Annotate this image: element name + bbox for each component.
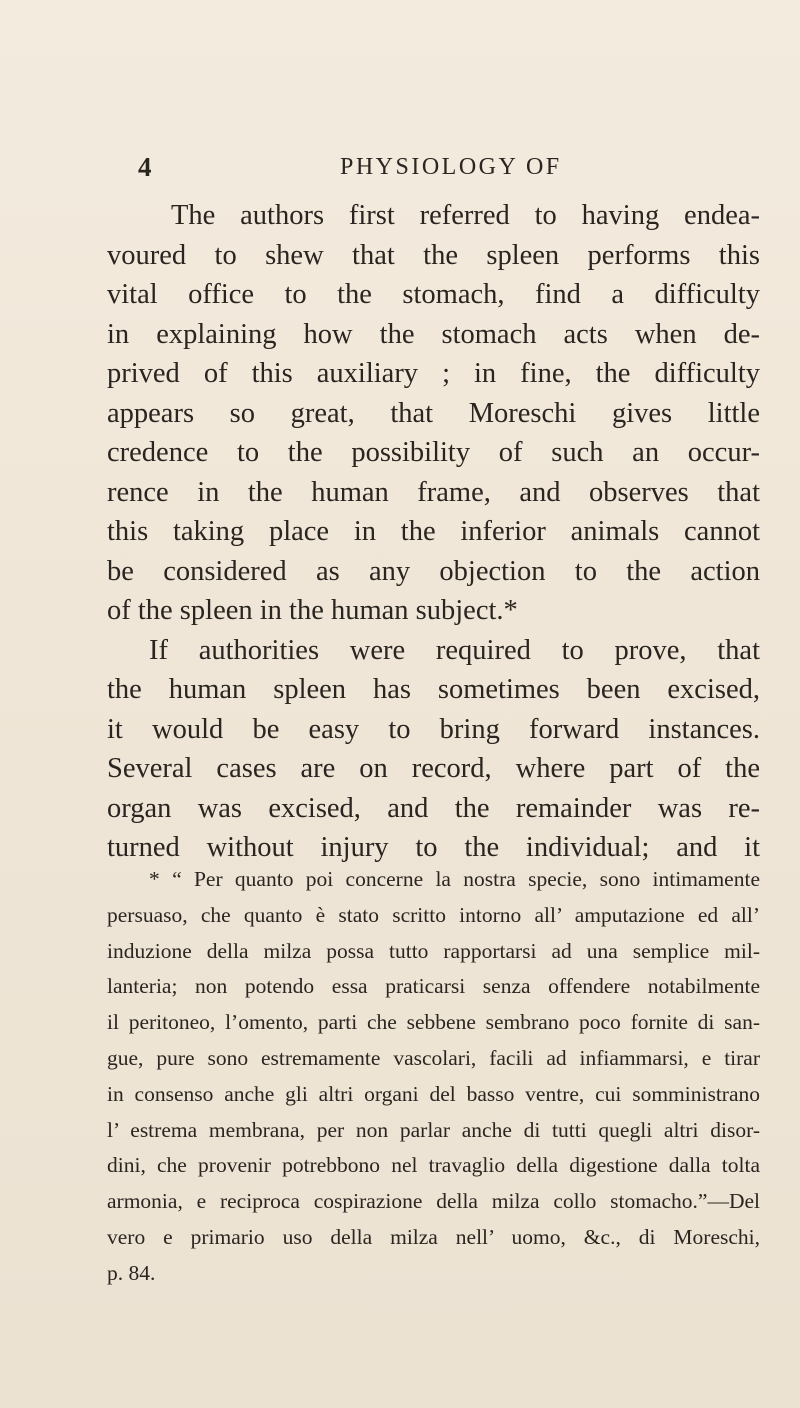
footnote-line: lanteria; non potendo essa praticarsi senza offendere notabilmente bbox=[107, 974, 760, 999]
text-line: rence in the human frame, and observes that bbox=[107, 476, 760, 508]
footnote-line: armonia, e reciproca cospirazione della milza collo stomacho.”—Del bbox=[107, 1189, 760, 1214]
text-line: it would be easy to bring forward instances. bbox=[107, 713, 760, 745]
footnote-line: gue, pure sono estremamente vascolari, facili ad infiammarsi, e tirar bbox=[107, 1045, 760, 1070]
text-line: the human spleen has sometimes been excised, bbox=[107, 674, 760, 705]
footnote-line: vero e primario uso della milza nell’ uomo, &c., di Moreschi, bbox=[107, 1224, 760, 1249]
text-line: If authorities were required to prove, that bbox=[149, 634, 760, 666]
footnote-line: induzione della milza possa tutto rapportarsi ad una semplice mil- bbox=[107, 938, 760, 963]
footnote-line: persuaso, che quanto è stato scritto intorno all’ amputazione ed all’ bbox=[107, 902, 760, 927]
text-line: be considered as any objection to the action bbox=[107, 555, 760, 587]
footnote-line: il peritoneo, l’omento, parti che sebbene sembrano poco fornite di san- bbox=[107, 1010, 760, 1035]
paragraph-1 bbox=[107, 196, 760, 631]
text-line: of the spleen in the human subject.* bbox=[107, 595, 518, 626]
footnote-line: in consenso anche gli altri organi del basso ventre, cui somministrano bbox=[107, 1081, 760, 1106]
page-header bbox=[138, 152, 760, 192]
text-line: prived of this auxiliary ; in fine, the difficulty bbox=[107, 358, 760, 389]
text-line: vital office to the stomach, find a difficulty bbox=[107, 279, 760, 310]
page-number: 4 bbox=[138, 152, 152, 182]
footnote-line: p. 84. bbox=[107, 1260, 156, 1285]
text-line: in explaining how the stomach acts when de- bbox=[107, 318, 760, 350]
footnote-line: l’ estrema membrana, per non parlar anche di tutti quegli altri disor- bbox=[107, 1117, 760, 1142]
text-line: this taking place in the inferior animals cannot bbox=[107, 516, 760, 547]
running-head: PHYSIOLOGY OF bbox=[340, 154, 562, 180]
footnote-line: dini, che provenir potrebbono nel travaglio della digestione dalla tolta bbox=[107, 1153, 760, 1178]
text-line: Several cases are on record, where part of the bbox=[107, 753, 760, 784]
text-line: organ was excised, and the remainder was re- bbox=[107, 792, 760, 824]
footnote bbox=[107, 862, 760, 1292]
text-line: voured to shew that the spleen performs this bbox=[107, 239, 760, 271]
text-line: turned without injury to the individual; and it bbox=[107, 832, 760, 863]
footnote-line: * “ Per quanto poi concerne la nostra specie, sono intimamente bbox=[149, 867, 760, 891]
text-line: appears so great, that Moreschi gives little bbox=[107, 397, 760, 429]
body-text bbox=[107, 196, 760, 868]
text-line: The authors first referred to having endea- bbox=[171, 200, 760, 231]
paragraph-2 bbox=[107, 631, 760, 868]
text-line: credence to the possibility of such an occur- bbox=[107, 437, 760, 468]
